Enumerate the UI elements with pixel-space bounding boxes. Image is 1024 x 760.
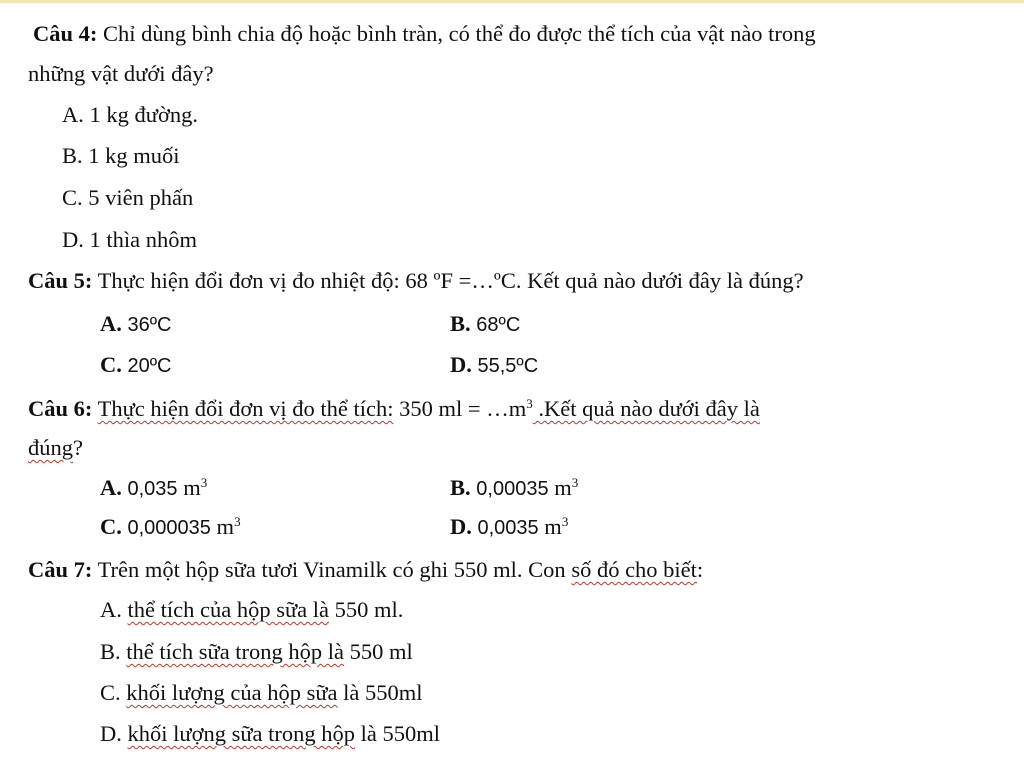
q5-text-end: . Kết quả nào dưới đây là đúng? [515,268,804,293]
q6-option-a: A. 0,035 $m^3$ [100,475,208,500]
q5-stem [28,267,804,295]
q5-options-row2 [100,351,539,380]
q6-expr: 350 ml = …m [393,396,527,421]
q4-option-a: A. 1 kg đường. [62,102,198,127]
q5-label: Câu 5: [28,268,93,293]
q6-options-row1 [100,474,579,503]
q4-text-line1: Chỉ dùng bình chia độ hoặc bình tràn, có thể đo được thể tích của vật nào trong [97,21,816,46]
top-border [0,0,1024,3]
q7-option-d: D. khối lượng sữa trong hộp là 550ml [100,721,441,746]
q6-option-b: B. 0,00035 $m^3$ [450,475,579,500]
q4-option-d: D. 1 thìa nhôm [62,227,197,252]
q7-stem: Câu 7: Trên một hộp sữa tươi Vinamilk có ghi 550 ml. Con số đó cho biết: [28,557,704,582]
q5-option-b: B. 68ºC [450,311,521,336]
q5-option-a: A. 36ºC [100,311,172,336]
q4-option-c: C. 5 viên phấn [62,185,194,210]
q5-text: Thực hiện đổi đơn vị đo nhiệt độ: [92,268,406,293]
q6-option-d: D. 0,0035 $m^3$ [450,514,569,539]
q7-option-c: C. khối lượng của hộp sữa là 550ml [100,680,423,705]
q5-option-c: C. 20ºC [100,352,172,377]
q4-stem-line1 [33,20,816,48]
q6-stem-line2: đúng? [28,435,83,460]
q5-expr: 68 ºF =…ºC [405,268,516,293]
q4-text-line2: những vật dưới đây? [28,61,214,86]
q4-stem-line2 [28,60,214,88]
q7-option-a: A. thể tích của hộp sữa là 550 ml. [100,597,404,622]
q6-stem-line1: Câu 6: Thực hiện đổi đơn vị đo thể tích: 350 ml = $\dots m^3$ .Kết quả nào dưới đây là [28,396,760,421]
q6-options-row2 [100,513,569,542]
q6-text-part1: Thực hiện đổi đơn vị đo thể tích: [97,396,394,421]
q4-label: Câu 4: [33,21,98,46]
q6-option-c: C. 0,000035 $m^3$ [100,514,241,539]
q6-label: Câu 6: [28,396,93,421]
q6-text-line2: đúng [28,435,73,460]
q5-option-d: D. 55,5ºC [450,352,539,377]
q7-label: Câu 7: [28,557,93,582]
q7-option-b: B. thể tích sữa trong hộp là 550 ml [100,639,413,664]
q6-text-part2: .Kết quả nào dưới đây là [532,396,760,421]
q5-options-row1 [100,310,521,339]
q4-option-b: B. 1 kg muối [62,143,180,168]
